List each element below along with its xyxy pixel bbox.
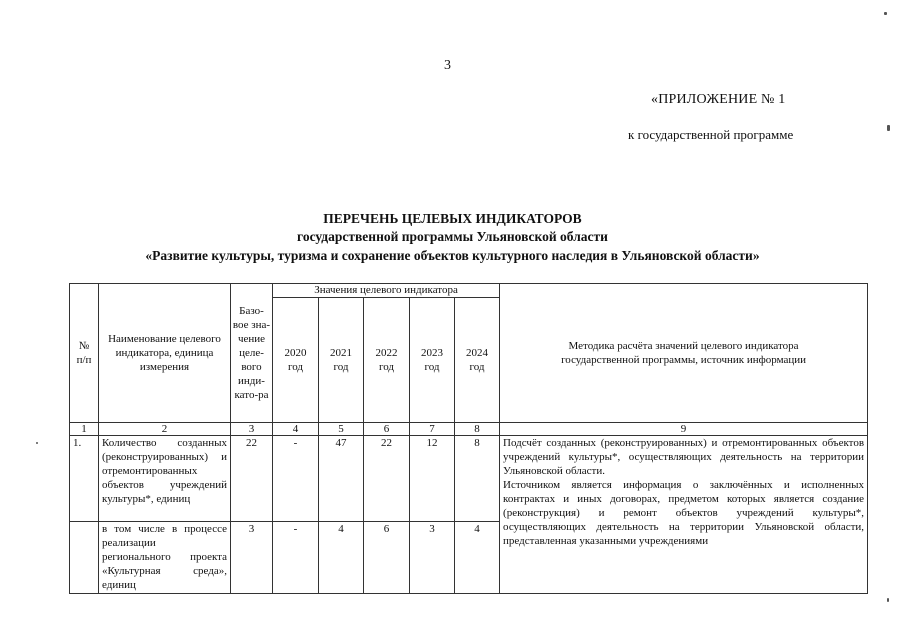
page-number: 3 [444, 58, 451, 73]
row-num: 1. [70, 436, 99, 522]
heading-line-1: ПЕРЕЧЕНЬ ЦЕЛЕВЫХ ИНДИКАТОРОВ [323, 211, 582, 226]
row-value-2021: 47 [319, 436, 364, 522]
row-method [500, 436, 868, 594]
header-name: Наименование целевого индикатора, единица измерения [99, 284, 231, 423]
row-value-2024: 8 [455, 436, 500, 522]
row-num [70, 522, 99, 594]
column-number: 2 [99, 423, 231, 436]
heading-line-2: государственной программы Ульяновской области [297, 229, 608, 244]
row-indicator-name: Количество созданных (реконструированных) и отремонтированных объектов учреждений культуры*, единиц [99, 436, 231, 522]
header-num: № п/п [70, 284, 99, 423]
indicators-table [69, 283, 868, 594]
method-paragraph-2: Источником является информация о заключённых и исполненных контрактах и иных договорах, предметом которых является создание (реконструкция) и ремонт объектов учреждений культуры*, осуществляющих деятельность на территории Ульяновской области, представленная указанными учреждениями [503, 479, 865, 547]
appendix-title: «ПРИЛОЖЕНИЕ № 1 [651, 92, 786, 107]
row-value-2020: - [273, 522, 319, 594]
scan-speck [887, 125, 890, 131]
column-number: 1 [70, 423, 99, 436]
header-year: 2024 год [455, 298, 500, 423]
column-number: 7 [410, 423, 455, 436]
column-number: 3 [231, 423, 273, 436]
column-number: 9 [500, 423, 868, 436]
column-number: 5 [319, 423, 364, 436]
row-value-2021: 4 [319, 522, 364, 594]
row-value-2024: 4 [455, 522, 500, 594]
header-year: 2021 год [319, 298, 364, 423]
row-base-value: 3 [231, 522, 273, 594]
table-row [70, 436, 868, 522]
header-values-group: Значения целевого индикатора [273, 284, 500, 298]
table-header-row [70, 284, 868, 298]
header-base: Базо-вое зна-чение целе-вого инди-като-ра [231, 284, 273, 423]
column-number: 8 [455, 423, 500, 436]
header-year: 2020 год [273, 298, 319, 423]
scan-speck [887, 598, 889, 602]
scan-speck [36, 442, 38, 444]
column-number: 6 [364, 423, 410, 436]
header-method: Методика расчёта значений целевого индикатора государственной программы, источник информации [500, 284, 868, 423]
row-value-2020: - [273, 436, 319, 522]
header-year: 2022 год [364, 298, 410, 423]
header-year: 2023 год [410, 298, 455, 423]
row-value-2022: 6 [364, 522, 410, 594]
method-paragraph-1: Подсчёт созданных (реконструированных) и отремонтированных объектов учреждений культуры*, осуществляющих деятельность на территории Ульяновской области. [503, 437, 865, 477]
row-value-2022: 22 [364, 436, 410, 522]
column-number-row [70, 423, 868, 436]
row-indicator-name: в том числе в процессе реализации регионального проекта «Культурная среда», единиц [99, 522, 231, 594]
scan-speck [884, 12, 887, 15]
column-number: 4 [273, 423, 319, 436]
heading-line-3: «Развитие культуры, туризма и сохранение объектов культурного наследия в Ульяновской области» [145, 248, 760, 263]
row-base-value: 22 [231, 436, 273, 522]
row-value-2023: 12 [410, 436, 455, 522]
row-value-2023: 3 [410, 522, 455, 594]
appendix-subtitle: к государственной программе [628, 127, 794, 142]
